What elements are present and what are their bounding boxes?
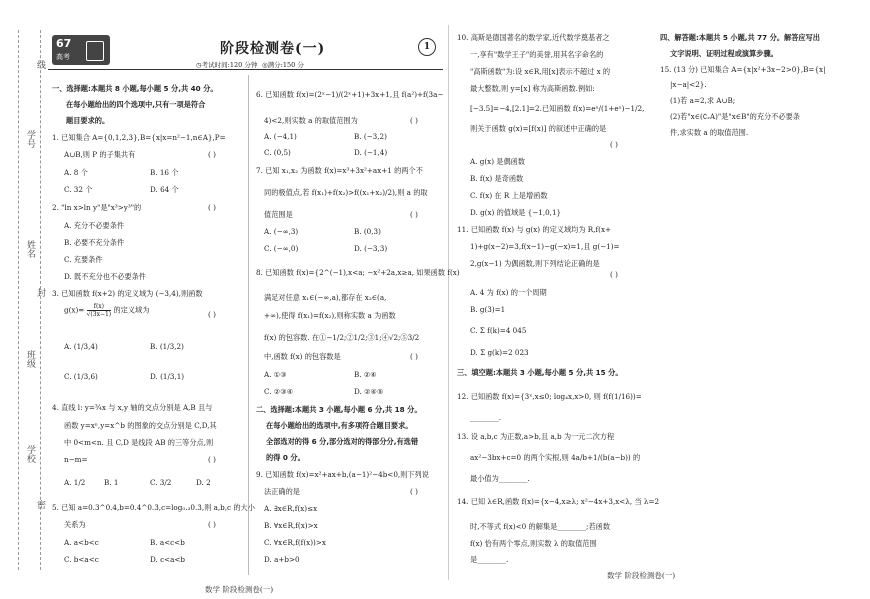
- q9-option-b: B. ∀x∈R,f(x)>x: [264, 521, 318, 530]
- q9-answer-paren: ( ): [410, 487, 418, 496]
- q1-option-a: A. 8 个: [64, 168, 88, 177]
- q4-option-d: D. 2: [196, 478, 211, 487]
- q15-part-1: (1)若 a=2,求 A∪B;: [670, 96, 736, 105]
- q3-option-b: B. (1/3,2): [150, 342, 184, 351]
- q11-option-d: D. Σ g(k)=2 023: [470, 348, 529, 357]
- q1-answer-paren: ( ): [208, 150, 216, 159]
- q14-stem-2: 时,不等式 f(x)<0 的解集是________;若函数: [470, 522, 611, 531]
- q5-option-d: D. c<a<b: [150, 555, 186, 564]
- full-score: ◎满分:150 分: [262, 61, 304, 69]
- q10-option-b: B. f(x) 是奇函数: [470, 174, 524, 183]
- section4-desc: 文字说明、证明过程或演算步骤。: [670, 49, 778, 58]
- exam-time: ◷考试时间:120 分钟: [196, 61, 258, 69]
- q7-option-b: B. (0,3): [354, 227, 381, 236]
- logo-subtitle: 高考: [56, 53, 70, 61]
- q8-option-d: D. ②④⑤: [354, 387, 384, 396]
- q9-option-c: C. ∀x∈R,f(f(x))>x: [264, 538, 326, 547]
- logo-number: 67: [56, 37, 72, 50]
- q9-stem-2: 法正确的是: [264, 487, 300, 496]
- page-number: 1: [418, 38, 436, 56]
- q2-option-c: C. 充要条件: [64, 255, 103, 264]
- q8-option-b: B. ②④: [354, 370, 377, 379]
- footer-right: 数学 阶段检测卷(一): [607, 571, 676, 580]
- q11-stem-3: 2,g(x−1) 为偶函数,则下列结论正确的是: [470, 259, 600, 268]
- q5-stem-2: 关系为: [64, 520, 86, 529]
- q9-option-a: A. ∃x∈R,f(x)≤x: [264, 504, 318, 513]
- score-icon: ◎: [262, 61, 268, 69]
- q5-answer-paren: ( ): [208, 520, 216, 529]
- section2-desc: 在每小题给出的选项中,有多项符合题目要求。: [266, 421, 413, 430]
- q7-stem-3: 值范围是: [264, 210, 293, 219]
- q10-stem-5: [−3.5]=−4,[2.1]=2.已知函数 f(x)=eˣ/(1+eˣ)−1/2,: [470, 104, 645, 113]
- q11-stem: 11. 已知函数 f(x) 与 g(x) 的定义域均为 R,f(x+: [457, 225, 612, 234]
- class-label: 班级: [25, 350, 35, 368]
- q10-option-d: D. g(x) 的值域是 {−1,0,1}: [470, 208, 562, 217]
- q2-option-a: A. 充分不必要条件: [64, 221, 125, 230]
- q13-stem: 13. 设 a,b,c 为正数,a>b,且 a,b 为一元二次方程: [457, 432, 615, 441]
- q4-option-c: C. 3/2: [150, 478, 172, 487]
- clock-icon: ◷: [196, 61, 202, 69]
- page-fold-divider: [448, 25, 449, 580]
- q4-option-a: A. 1/2: [64, 478, 86, 487]
- q10-option-c: C. f(x) 在 R 上是增函数: [470, 191, 548, 200]
- book-icon: [86, 41, 104, 61]
- q9-stem: 9. 已知函数 f(x)=x²+ax+b,(a−1)²−4b<0,则下列说: [256, 470, 429, 479]
- cut-label-bottom: 密: [35, 500, 45, 509]
- name-label: 姓名: [25, 240, 35, 258]
- q2-answer-paren: ( ): [208, 203, 216, 212]
- section2-desc-2: 全部选对的得 6 分,部分选对的得部分分,有选错: [266, 437, 419, 446]
- q3-option-d: D. (1/3,1): [150, 372, 185, 381]
- q9-option-d: D. a+b>0: [264, 555, 300, 564]
- q8-stem-2: 满足对任意 x₁∈(−∞,a),都存在 x₂∈(a,: [264, 293, 387, 302]
- q15-stem: 15. (13 分) 已知集合 A={x|x²+3x−2>0},B={x|: [660, 65, 826, 74]
- q3-stem: 3. 已知函数 f(x+2) 的定义域为 (−3,4),则函数: [52, 289, 203, 298]
- q15-stem-2: |x−a|<2}.: [670, 80, 707, 89]
- q8-stem-3: +∞),使得 f(x₁)=f(x₂),则称实数 a 为函数: [264, 311, 396, 320]
- q3-stem-2: g(x)= $\frac{f(x)}{√(3x-1)}$ 的定义域为: [64, 303, 150, 318]
- binding-dashed-line-inner: [40, 30, 41, 570]
- q1-stem-2: A∪B,则 P 的子集共有: [64, 150, 136, 159]
- q6-option-c: C. (0,5): [264, 148, 291, 157]
- q7-answer-paren: ( ): [410, 210, 418, 219]
- q1-option-d: D. 64 个: [150, 185, 179, 194]
- page-title: 阶段检测卷(一): [220, 41, 326, 57]
- q10-stem: 10. 高斯是德国著名的数学家,近代数学奠基者之: [457, 33, 610, 42]
- section2-title: 二、选择题:本题共 3 小题,每小题 6 分,共 18 分。: [256, 405, 422, 414]
- q6-option-b: B. (−3,2): [354, 132, 387, 141]
- q3-option-c: C. (1/3,6): [64, 372, 98, 381]
- q5-stem: 5. 已知 a=0.3^0.4,b=0.4^0.3,c=log₀.₃0.3,则 a,b,c 的大小: [52, 503, 255, 512]
- q12-answer-blank[interactable]: ________.: [470, 413, 502, 422]
- q4-stem-3: 中 0<m<n. 且 C,D 是线段 AB 的三等分点,则: [64, 438, 214, 447]
- cut-label-top: 线: [35, 60, 45, 69]
- q8-option-c: C. ②③④: [264, 387, 294, 396]
- q8-stem: 8. 已知函数 f(x)={2^(−1),x<a; −x²+2a,x≥a, 如果函数 f(x): [256, 268, 460, 277]
- section4-title: 四、解答题:本题共 5 小题,共 77 分。解答应写出: [660, 33, 820, 42]
- q11-answer-paren: ( ): [610, 270, 618, 279]
- q10-stem-6: 则关于函数 g(x)=[f(x)] 的叙述中正确的是: [470, 124, 607, 133]
- q15-part-2-cont: 件,求实数 a 的取值范围.: [670, 128, 749, 137]
- binding-dashed-line-outer: [18, 30, 19, 570]
- cut-label-mid: 封: [35, 288, 45, 297]
- q6-option-d: D. (−1,4): [354, 148, 388, 157]
- section1-title: 一、选择题:本题共 8 小题,每小题 5 分,共 40 分。: [52, 84, 218, 93]
- q8-answer-paren: ( ): [410, 352, 418, 361]
- q7-option-d: D. (−3,3): [354, 244, 388, 253]
- school-label: 学校: [25, 445, 35, 463]
- q12-stem: 12. 已知函数 f(x)={3ˣ,x≤0; log₄x,x>0, 则 f(f(1/16))=: [457, 392, 642, 401]
- q3-option-a: A. (1/3,4): [64, 342, 98, 351]
- q3-fraction: $\frac{f(x)}{√(3x-1)}$: [86, 303, 112, 318]
- section2-desc-3: 的得 0 分。: [266, 453, 305, 462]
- q11-stem-2: 1)+g(x−2)=3,f(x−1)−g(−x)=1,且 g(−1)=: [470, 242, 620, 251]
- section3-title: 三、填空题:本题共 3 小题,每小题 5 分,共 15 分。: [457, 368, 623, 377]
- q3-answer-paren: ( ): [208, 310, 216, 319]
- q1-option-c: C. 32 个: [64, 185, 93, 194]
- q8-stem-4: f(x) 的包容数. 在①−1/2;②1/2;③1;④√2;⑤3/2: [264, 333, 420, 342]
- q4-stem: 4. 直线 l: y=¾x 与 x,y 轴的交点分别是 A,B 且与: [52, 403, 213, 412]
- q1-option-b: B. 16 个: [150, 168, 179, 177]
- q10-stem-4: 最大整数,则 y=[x] 称为高斯函数.例如:: [470, 84, 595, 93]
- q4-stem-4: n−m=: [64, 455, 88, 464]
- section1-desc: 在每小题给出的四个选项中,只有一项是符合: [66, 100, 206, 109]
- q10-stem-2: 一,享有"数学王子"的美誉,用其名字命名的: [470, 50, 604, 59]
- q6-option-a: A. (−4,1): [264, 132, 297, 141]
- q1-stem: 1. 已知集合 A={0,1,2,3},B={x|x=n²−1,n∈A},P=: [52, 133, 226, 142]
- q2-option-d: D. 既不充分也不必要条件: [64, 272, 146, 281]
- q2-stem: 2. "ln x>ln y"是"x³>y³"的: [52, 203, 142, 212]
- q10-option-a: A. g(x) 是偶函数: [470, 157, 526, 166]
- q7-stem: 7. 已知 x₁,x₂ 为函数 f(x)=x³+3x²+ax+1 的两个不: [256, 166, 423, 175]
- q7-option-a: A. (−∞,3): [264, 227, 299, 236]
- q14-stem-4: 是________.: [470, 555, 509, 564]
- brand-logo: [52, 35, 110, 65]
- q11-option-c: C. Σ f(k)=4 045: [470, 326, 527, 335]
- q11-option-a: A. 4 为 f(x) 的一个周期: [470, 288, 547, 297]
- q14-stem: 14. 已知 λ∈R,函数 f(x)={x−4,x≥λ; x²−4x+3,x<λ, 当 λ=2: [457, 497, 660, 506]
- column-divider: [248, 75, 249, 575]
- q13-stem-2: ax²−3bx+c=0 的两个实根,则 4a/b+1/(b(a−b)) 的: [470, 453, 641, 462]
- q10-answer-paren: ( ): [610, 140, 618, 149]
- q8-option-a: A. ①③: [264, 370, 287, 379]
- q5-option-b: B. a<c<b: [150, 538, 185, 547]
- q15-part-2: (2)若"x∈(∁ᵣA)"是"x∈B"的充分不必要条: [670, 112, 800, 121]
- q10-stem-3: "高斯函数"为:设 x∈R,用[x]表示不超过 x 的: [470, 67, 611, 76]
- student-id-label: 学号: [25, 130, 35, 148]
- q6-stem-2: 4)<2,则实数 a 的取值范围为: [264, 116, 358, 125]
- section1-desc-2: 题目要求的。: [66, 116, 110, 125]
- q8-stem-5: 中,函数 f(x) 的包容数是: [264, 352, 341, 361]
- q2-option-b: B. 必要不充分条件: [64, 238, 125, 247]
- footer-left: 数学 阶段检测卷(一): [205, 585, 274, 594]
- q4-option-b: B. 1: [104, 478, 119, 487]
- q6-stem: 6. 已知函数 f(x)=(2ˣ−1)/(2ˣ+1)+3x+1,且 f(a²)+f(3a−: [256, 90, 444, 99]
- q6-answer-paren: ( ): [410, 116, 418, 125]
- q5-option-a: A. a<b<c: [64, 538, 99, 547]
- q7-option-c: C. (−∞,0): [264, 244, 299, 253]
- q7-stem-2: 同的极值点,若 f(x₁)+f(x₂)>f((x₁+x₂)/2),则 a 的取: [264, 188, 428, 197]
- q4-answer-paren: ( ): [208, 455, 216, 464]
- q11-option-b: B. g(3)=1: [470, 305, 506, 314]
- q4-stem-2: 函数 y=xⁿ,y=x^b 的图象的交点分别是 C,D,其: [64, 421, 217, 430]
- q14-stem-3: f(x) 恰有两个零点,则实数 λ 的取值范围: [470, 539, 597, 548]
- q13-stem-3: 最小值为________.: [470, 474, 530, 483]
- q5-option-c: C. b<a<c: [64, 555, 99, 564]
